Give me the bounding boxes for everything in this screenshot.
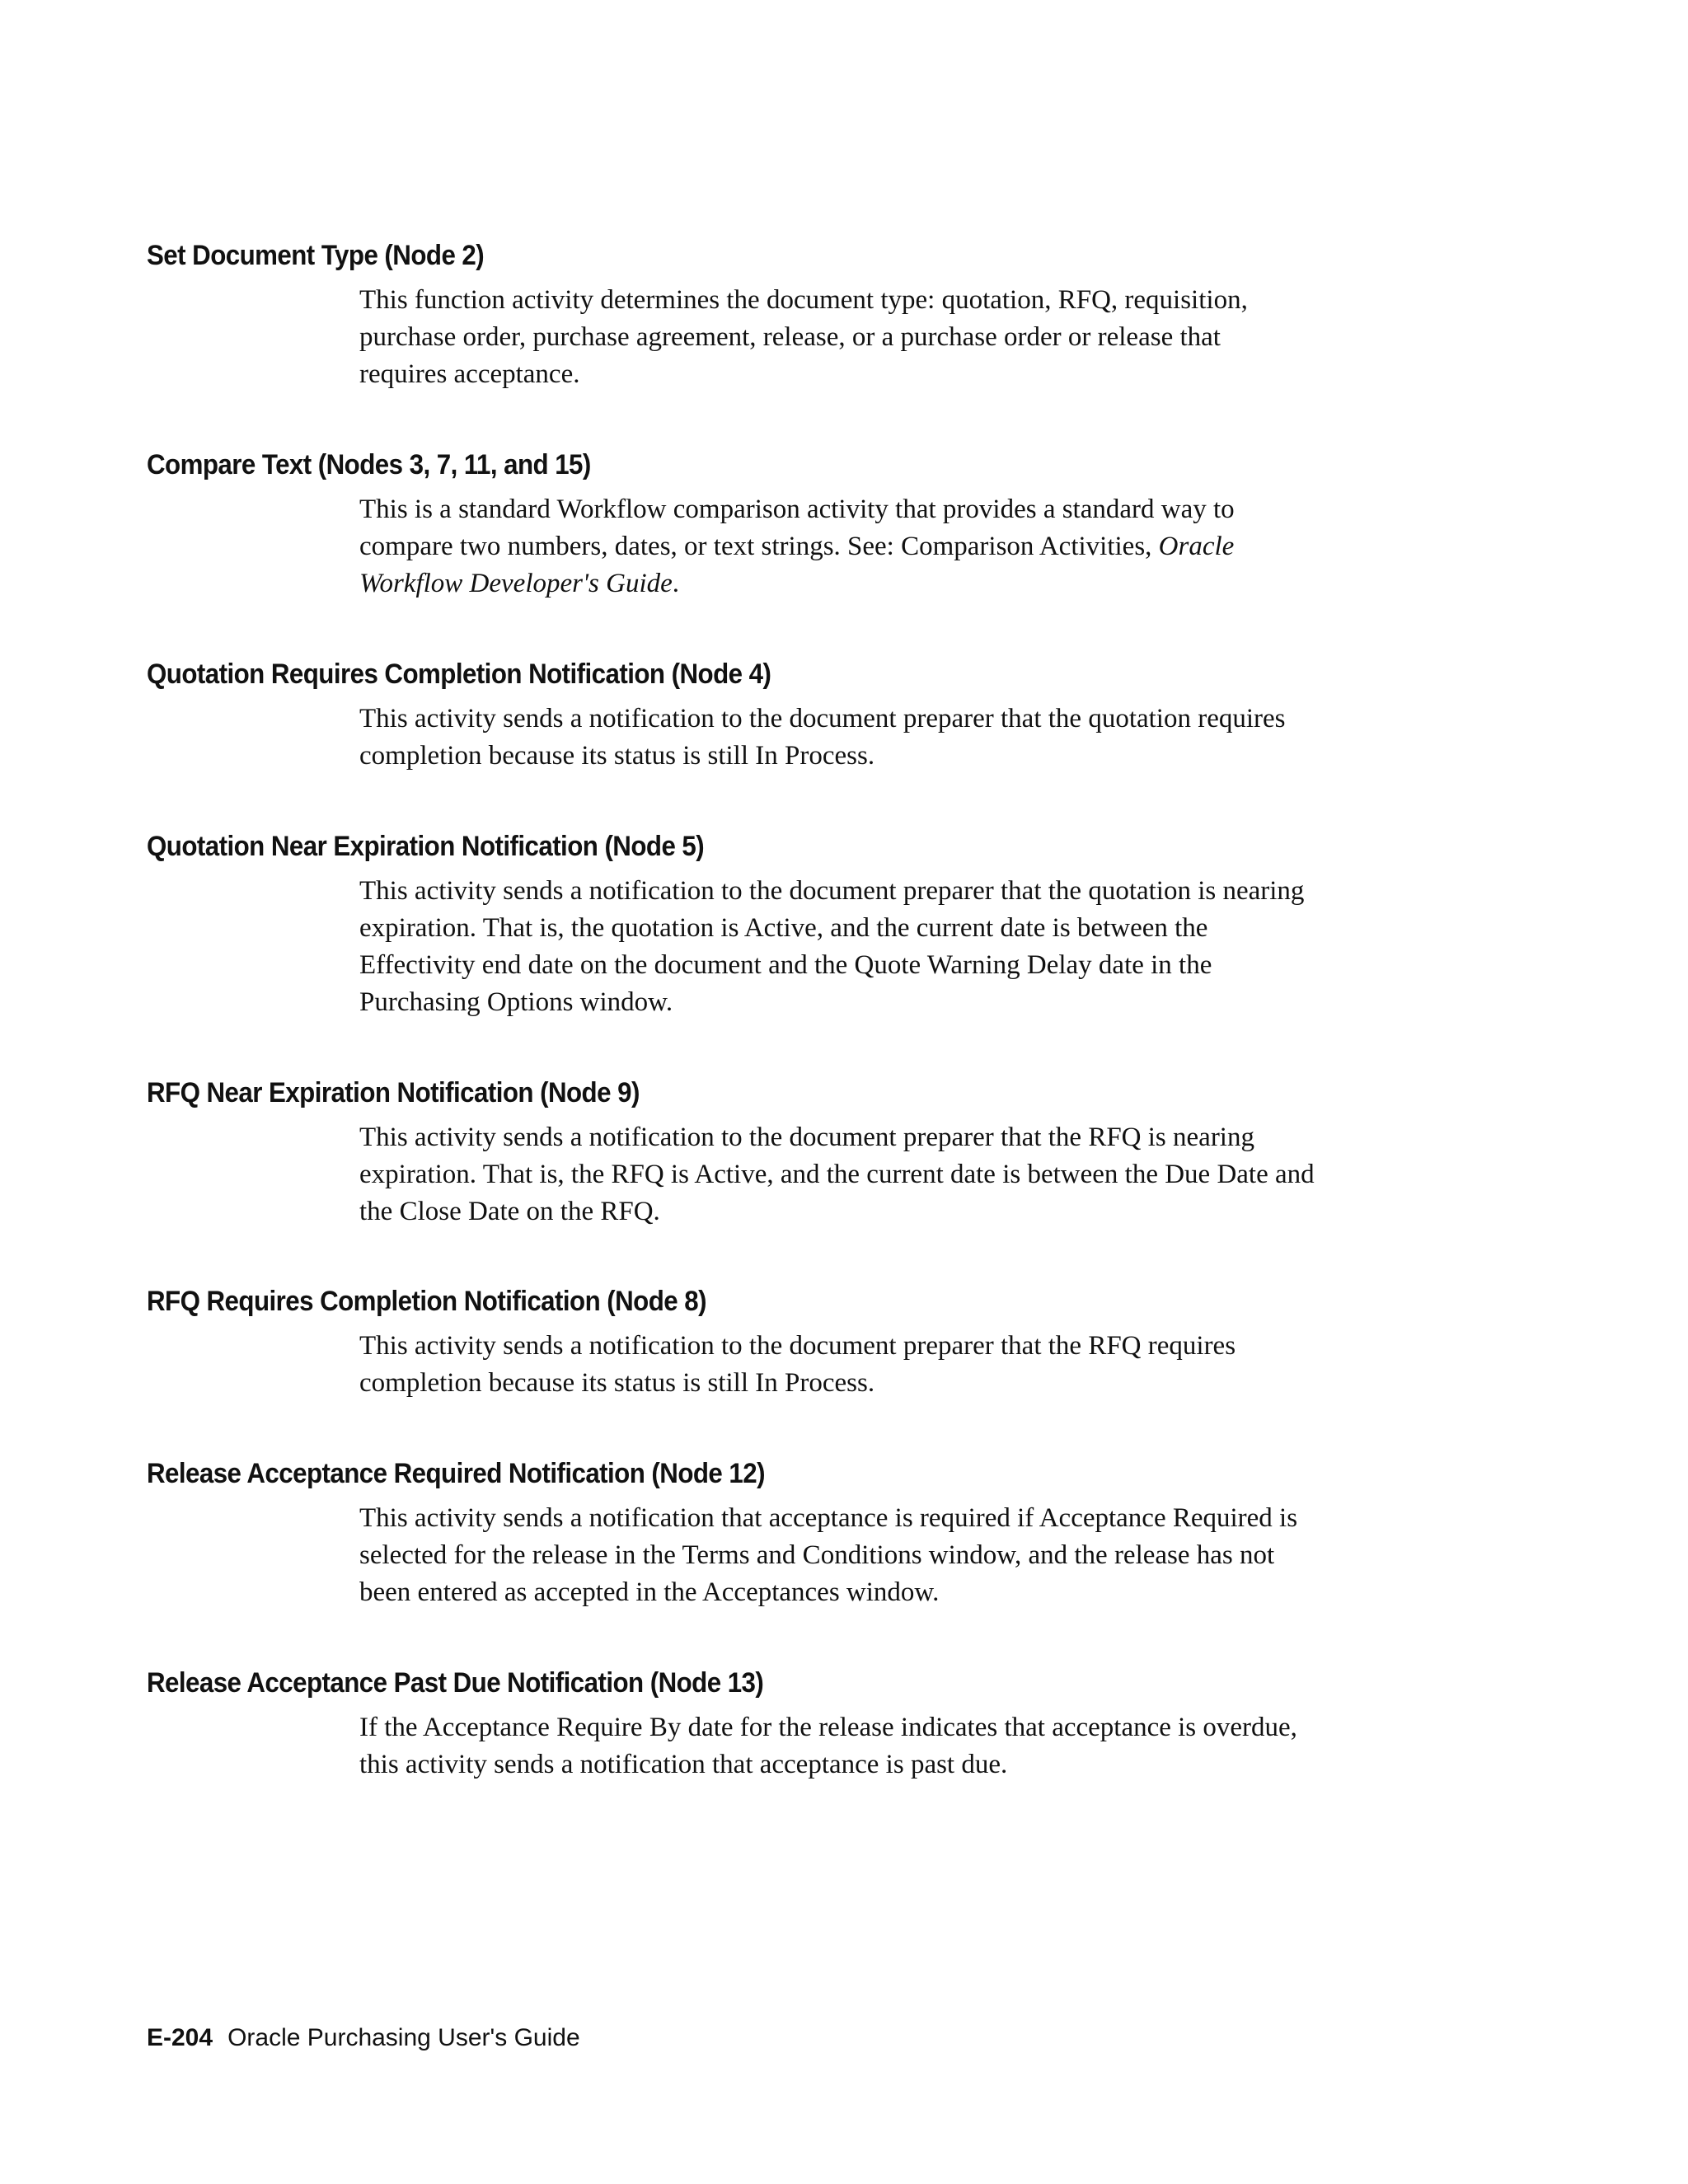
body-line: This function activity determines the document type: quotation, RFQ, requisition, <box>359 285 1248 315</box>
section-heading: Quotation Near Expiration Notification (Node 5) <box>147 831 705 862</box>
section-heading: RFQ Near Expiration Notification (Node 9) <box>147 1077 640 1108</box>
section-set-document-type <box>147 239 1432 393</box>
body-line: expiration. That is, the RFQ is Active, and the current date is between the Due Date and <box>359 1160 1315 1189</box>
body-line: This activity sends a notification to the document preparer that the RFQ requires <box>359 1331 1236 1361</box>
section-body <box>359 1328 1431 1402</box>
section-heading: Release Acceptance Required Notification (Node 12) <box>147 1458 765 1489</box>
body-line: completion because its status is still In Process. <box>359 1368 875 1398</box>
body-line: If the Acceptance Require By date for the release indicates that acceptance is overdue, <box>359 1713 1297 1742</box>
section-body <box>359 701 1431 775</box>
body-line: purchase order, purchase agreement, release, or a purchase order or release that <box>359 322 1221 352</box>
section-heading: Set Document Type (Node 2) <box>147 240 485 271</box>
body-line: This activity sends a notification that acceptance is required if Acceptance Required is <box>359 1503 1298 1533</box>
section-body <box>359 282 1431 393</box>
body-line: selected for the release in the Terms and Conditions window, and the release has not <box>359 1540 1275 1570</box>
section-release-acceptance-past-due <box>147 1666 1432 1783</box>
section-compare-text <box>147 448 1432 602</box>
section-body <box>359 1119 1431 1230</box>
section-body <box>359 1500 1431 1611</box>
body-line: This is a standard Workflow comparison activity that provides a standard way to <box>359 494 1235 524</box>
section-body <box>359 1709 1431 1783</box>
body-line: completion because its status is still In Process. <box>359 741 875 771</box>
book-title-part: Oracle <box>1158 532 1235 561</box>
body-line: expiration. That is, the quotation is Active, and the current date is between the <box>359 913 1208 943</box>
footer-title: Oracle Purchasing User's Guide <box>227 2024 580 2051</box>
section-quotation-requires-completion <box>147 658 1432 775</box>
section-rfq-requires-completion <box>147 1285 1432 1402</box>
body-line: This activity sends a notification to the document preparer that the quotation requires <box>359 704 1286 733</box>
trailing-period: . <box>672 569 680 598</box>
section-heading: Compare Text (Nodes 3, 7, 11, and 15) <box>147 449 591 480</box>
section-heading: RFQ Requires Completion Notification (Node 8) <box>147 1286 706 1317</box>
body-line: Effectivity end date on the document and the Quote Warning Delay date in the <box>359 950 1212 980</box>
body-line-text: compare two numbers, dates, or text strings. See: Comparison Activities, <box>359 532 1159 561</box>
body-line: this activity sends a notification that acceptance is past due. <box>359 1750 1008 1779</box>
section-heading: Quotation Requires Completion Notification (Node 4) <box>147 658 771 690</box>
body-line: Purchasing Options window. <box>359 987 673 1017</box>
section-release-acceptance-required <box>147 1457 1432 1611</box>
page-footer <box>147 2023 580 2053</box>
body-line <box>359 565 1431 602</box>
section-body <box>359 873 1431 1021</box>
body-line: This activity sends a notification to the document preparer that the quotation is nearing <box>359 876 1305 906</box>
body-line: This activity sends a notification to the document preparer that the RFQ is nearing <box>359 1122 1254 1152</box>
section-quotation-near-expiration <box>147 830 1432 1021</box>
section-heading: Release Acceptance Past Due Notification (Node 13) <box>147 1667 764 1699</box>
body-line: been entered as accepted in the Acceptances window. <box>359 1577 940 1607</box>
section-body <box>359 491 1431 602</box>
book-title-part: Workflow Developer's Guide <box>359 569 673 598</box>
body-line: the Close Date on the RFQ. <box>359 1197 660 1226</box>
body-line: requires acceptance. <box>359 359 580 389</box>
body-line <box>359 528 1431 565</box>
page-number: E-204 <box>147 2024 213 2051</box>
section-rfq-near-expiration <box>147 1076 1432 1230</box>
